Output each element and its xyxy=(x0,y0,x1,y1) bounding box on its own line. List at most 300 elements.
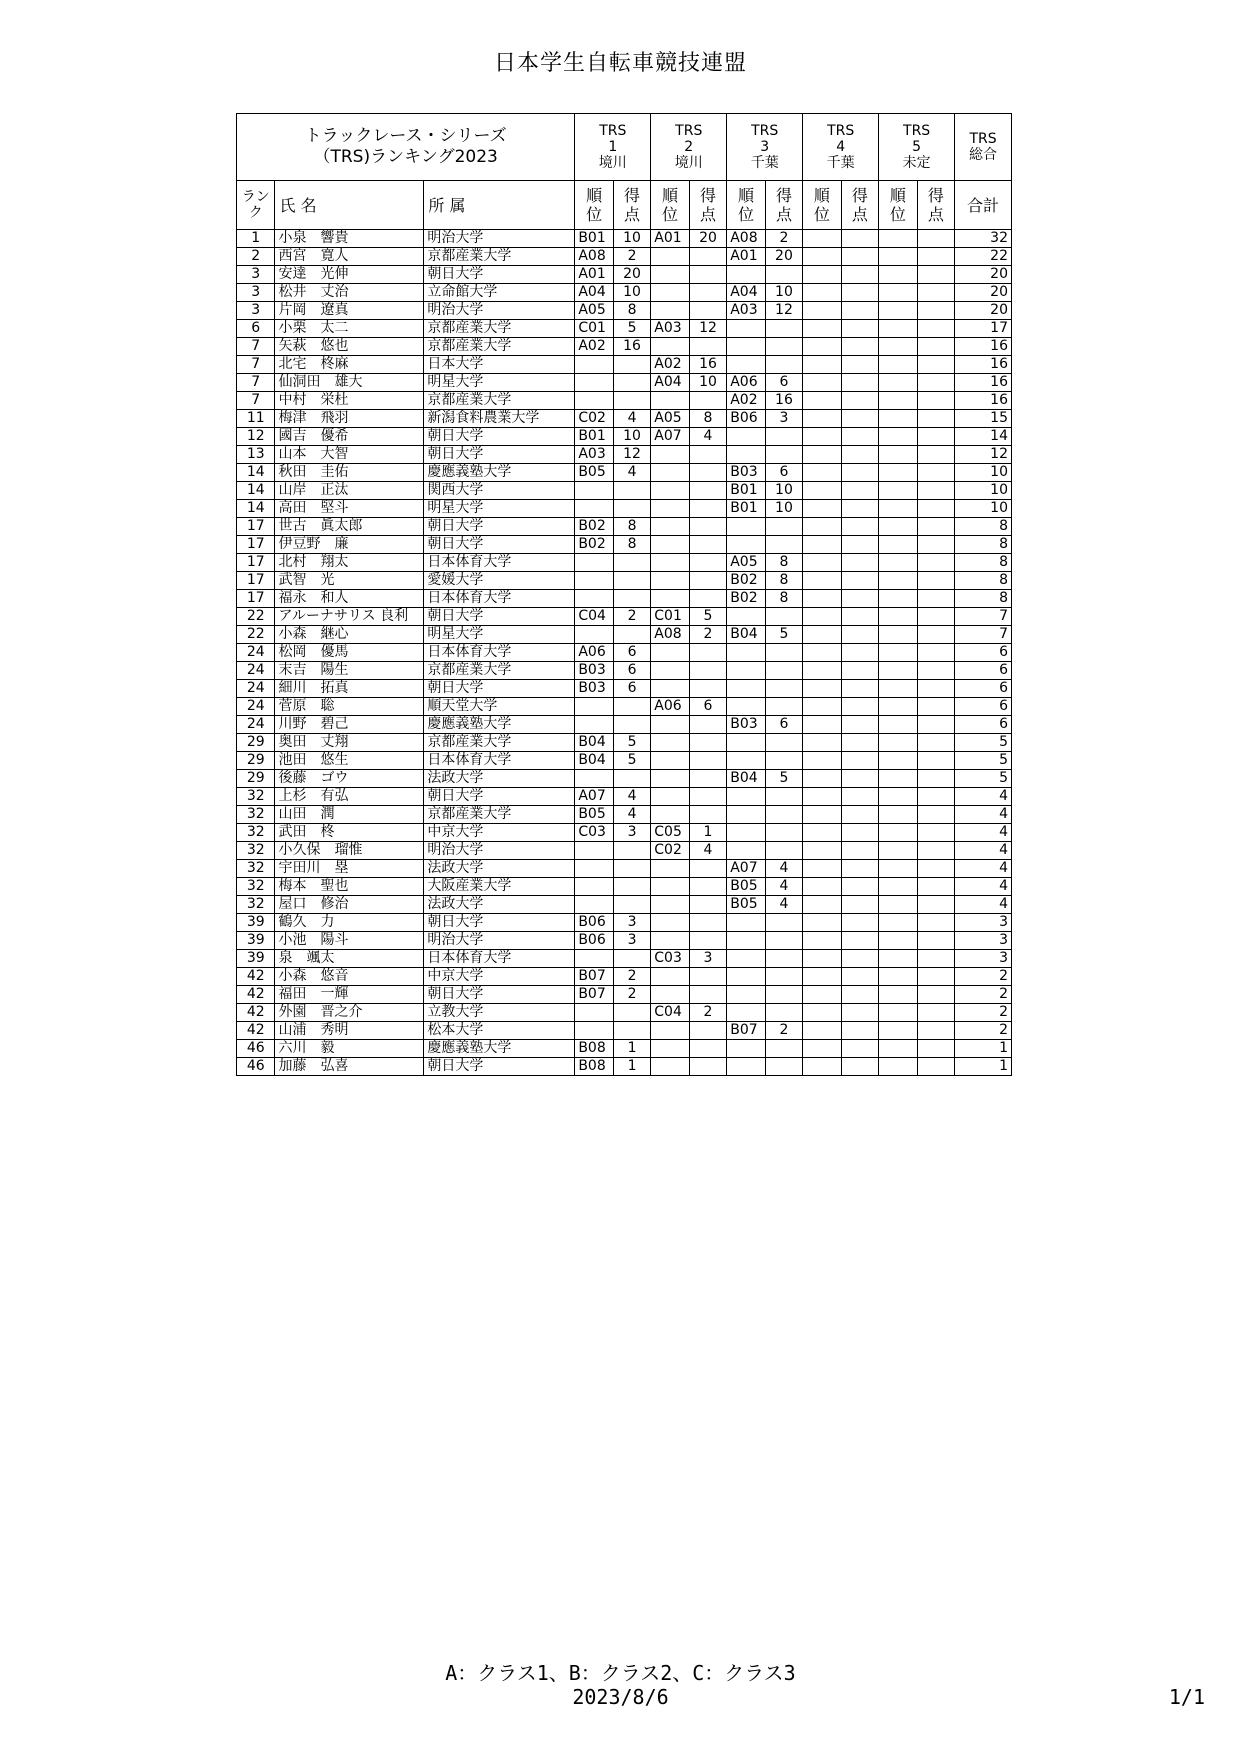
place-cell xyxy=(803,896,841,914)
total-cell: 6 xyxy=(955,680,1012,698)
points-cell: 10 xyxy=(689,374,726,392)
table-row xyxy=(237,410,1012,428)
affiliation-cell: 日本体育大学 xyxy=(424,950,575,968)
rank-cell: 29 xyxy=(237,752,275,770)
class-legend: A：クラス1、B：クラス2、C：クラス3 xyxy=(445,1661,796,1685)
points-cell xyxy=(841,608,878,626)
points-cell xyxy=(689,680,726,698)
points-cell xyxy=(841,734,878,752)
affiliation-cell: 朝日大学 xyxy=(424,914,575,932)
points-cell xyxy=(765,680,802,698)
affiliation-cell: 京都産業大学 xyxy=(424,806,575,824)
name-cell: 後藤 ゴウ xyxy=(275,770,424,788)
name-cell: 北村 翔太 xyxy=(275,554,424,572)
table-row xyxy=(237,428,1012,446)
affiliation-cell: 慶應義塾大学 xyxy=(424,464,575,482)
points-cell xyxy=(689,752,726,770)
affiliation-cell: 大阪産業大学 xyxy=(424,878,575,896)
place-cell: A02 xyxy=(651,356,689,374)
place-cell xyxy=(575,572,613,590)
place-cell: A02 xyxy=(575,338,613,356)
place-cell: A04 xyxy=(575,284,613,302)
points-cell xyxy=(917,536,954,554)
place-cell xyxy=(803,590,841,608)
place-cell xyxy=(879,896,917,914)
place-cell xyxy=(803,338,841,356)
points-cell xyxy=(613,374,650,392)
name-cell: 小池 陽斗 xyxy=(275,932,424,950)
event-header-5 xyxy=(879,114,955,181)
table-row xyxy=(237,644,1012,662)
name-cell: 仙洞田 雄大 xyxy=(275,374,424,392)
place-cell xyxy=(803,878,841,896)
points-cell xyxy=(841,356,878,374)
col-affil-header: 所 属 xyxy=(424,181,575,230)
event-header-2 xyxy=(651,114,727,181)
place-cell: B07 xyxy=(575,986,613,1004)
points-cell: 5 xyxy=(765,770,802,788)
affiliation-cell: 慶應義塾大学 xyxy=(424,1040,575,1058)
points-cell xyxy=(841,662,878,680)
place-cell: B08 xyxy=(575,1040,613,1058)
place-cell: A03 xyxy=(651,320,689,338)
rank-cell: 24 xyxy=(237,716,275,734)
place-cell xyxy=(651,590,689,608)
place-cell xyxy=(575,392,613,410)
points-cell xyxy=(841,536,878,554)
rank-cell: 32 xyxy=(237,806,275,824)
place-cell: A08 xyxy=(651,626,689,644)
total-cell: 3 xyxy=(955,932,1012,950)
points-cell: 2 xyxy=(765,1022,802,1040)
points-cell: 2 xyxy=(689,626,726,644)
place-cell xyxy=(651,500,689,518)
points-cell xyxy=(841,482,878,500)
table-row xyxy=(237,230,1012,248)
place-cell: B05 xyxy=(727,878,765,896)
points-cell xyxy=(689,788,726,806)
col-points-header: 得点 xyxy=(689,181,726,230)
affiliation-cell: 京都産業大学 xyxy=(424,392,575,410)
total-header xyxy=(955,114,1012,181)
place-cell: B07 xyxy=(727,1022,765,1040)
affiliation-cell: 明星大学 xyxy=(424,626,575,644)
page-title: 日本学生自転車競技連盟 xyxy=(493,51,747,76)
rank-cell: 22 xyxy=(237,626,275,644)
points-cell xyxy=(689,860,726,878)
affiliation-cell: 法政大学 xyxy=(424,896,575,914)
place-cell xyxy=(651,518,689,536)
rank-cell: 24 xyxy=(237,662,275,680)
place-cell xyxy=(803,824,841,842)
ranking-body xyxy=(237,230,1012,1076)
table-row xyxy=(237,950,1012,968)
points-cell xyxy=(689,986,726,1004)
points-cell xyxy=(689,284,726,302)
points-cell xyxy=(841,338,878,356)
points-cell xyxy=(917,554,954,572)
total-cell: 16 xyxy=(955,374,1012,392)
place-cell xyxy=(575,878,613,896)
col-points-header: 得点 xyxy=(917,181,954,230)
points-cell: 6 xyxy=(613,644,650,662)
points-cell xyxy=(689,266,726,284)
place-cell xyxy=(727,986,765,1004)
place-cell xyxy=(727,536,765,554)
place-cell xyxy=(803,356,841,374)
place-cell xyxy=(727,662,765,680)
points-cell: 3 xyxy=(613,824,650,842)
points-cell xyxy=(841,698,878,716)
place-cell xyxy=(803,644,841,662)
points-cell xyxy=(689,536,726,554)
total-cell: 2 xyxy=(955,986,1012,1004)
name-cell: 片岡 遼真 xyxy=(275,302,424,320)
col-place-header: 順位 xyxy=(803,181,841,230)
points-cell xyxy=(613,626,650,644)
total-cell: 10 xyxy=(955,482,1012,500)
col-sum-header: 合計 xyxy=(955,181,1012,230)
points-cell xyxy=(841,284,878,302)
total-cell: 4 xyxy=(955,824,1012,842)
points-cell xyxy=(765,320,802,338)
place-cell xyxy=(651,338,689,356)
rank-cell: 14 xyxy=(237,500,275,518)
total-cell: 1 xyxy=(955,1040,1012,1058)
place-cell xyxy=(879,536,917,554)
points-cell xyxy=(613,356,650,374)
points-cell xyxy=(765,734,802,752)
points-cell xyxy=(765,824,802,842)
total-cell: 20 xyxy=(955,284,1012,302)
place-cell: A08 xyxy=(575,248,613,266)
total-cell: 4 xyxy=(955,842,1012,860)
name-cell: 小泉 響貴 xyxy=(275,230,424,248)
points-cell xyxy=(689,716,726,734)
place-cell xyxy=(575,626,613,644)
place-cell xyxy=(575,698,613,716)
table-row xyxy=(237,986,1012,1004)
place-cell xyxy=(727,842,765,860)
place-cell: A01 xyxy=(575,266,613,284)
name-cell: 小森 悠音 xyxy=(275,968,424,986)
place-cell: C04 xyxy=(575,608,613,626)
total-cell: 2 xyxy=(955,1004,1012,1022)
points-cell xyxy=(765,608,802,626)
points-cell: 6 xyxy=(689,698,726,716)
rank-cell: 3 xyxy=(237,302,275,320)
points-cell: 10 xyxy=(765,284,802,302)
total-cell: 10 xyxy=(955,464,1012,482)
points-cell xyxy=(917,482,954,500)
points-cell xyxy=(765,752,802,770)
name-cell: 西宮 寛人 xyxy=(275,248,424,266)
points-cell: 4 xyxy=(689,842,726,860)
place-cell xyxy=(727,734,765,752)
place-cell xyxy=(803,230,841,248)
rank-cell: 22 xyxy=(237,608,275,626)
rank-cell: 13 xyxy=(237,446,275,464)
table-row xyxy=(237,392,1012,410)
table-row xyxy=(237,1040,1012,1058)
event-venue: 千葉 xyxy=(750,155,779,171)
affiliation-cell: 朝日大学 xyxy=(424,518,575,536)
place-cell xyxy=(651,1040,689,1058)
total-cell: 4 xyxy=(955,896,1012,914)
points-cell xyxy=(917,446,954,464)
points-cell xyxy=(613,878,650,896)
rank-cell: 39 xyxy=(237,932,275,950)
name-cell: 北宅 柊麻 xyxy=(275,356,424,374)
points-cell: 4 xyxy=(689,428,726,446)
place-cell xyxy=(879,464,917,482)
place-cell: C05 xyxy=(651,824,689,842)
points-cell xyxy=(917,500,954,518)
place-cell: B01 xyxy=(727,482,765,500)
points-cell xyxy=(841,842,878,860)
place-cell: B03 xyxy=(727,464,765,482)
place-cell: B05 xyxy=(727,896,765,914)
report-date: 2023/8/6 xyxy=(572,1685,669,1709)
table-row xyxy=(237,500,1012,518)
event-header-1 xyxy=(575,114,651,181)
total-cell: 8 xyxy=(955,572,1012,590)
table-row xyxy=(237,284,1012,302)
total-cell: 4 xyxy=(955,806,1012,824)
place-cell xyxy=(803,1040,841,1058)
place-cell xyxy=(879,482,917,500)
points-cell xyxy=(689,464,726,482)
points-cell: 8 xyxy=(765,572,802,590)
place-cell xyxy=(879,302,917,320)
place-cell xyxy=(727,1058,765,1076)
total-cell: 15 xyxy=(955,410,1012,428)
place-cell xyxy=(803,410,841,428)
place-cell xyxy=(575,860,613,878)
name-cell: 六川 毅 xyxy=(275,1040,424,1058)
points-cell: 2 xyxy=(613,968,650,986)
place-cell: A07 xyxy=(575,788,613,806)
rank-cell: 29 xyxy=(237,734,275,752)
place-cell xyxy=(879,770,917,788)
total-cell: 3 xyxy=(955,914,1012,932)
affiliation-cell: 日本体育大学 xyxy=(424,590,575,608)
points-cell xyxy=(689,896,726,914)
name-cell: 梅本 聖也 xyxy=(275,878,424,896)
points-cell: 20 xyxy=(689,230,726,248)
total-cell: 4 xyxy=(955,860,1012,878)
place-cell xyxy=(651,860,689,878)
event-number: 4 xyxy=(836,139,846,155)
points-cell: 6 xyxy=(613,662,650,680)
points-cell xyxy=(841,896,878,914)
name-cell: 世古 眞太郎 xyxy=(275,518,424,536)
points-cell xyxy=(765,1004,802,1022)
place-cell: B03 xyxy=(575,662,613,680)
place-cell: C03 xyxy=(651,950,689,968)
table-row xyxy=(237,806,1012,824)
place-cell xyxy=(879,446,917,464)
event-label: TRS xyxy=(827,123,855,139)
points-cell: 8 xyxy=(689,410,726,428)
rank-cell: 2 xyxy=(237,248,275,266)
col-points-header: 得点 xyxy=(841,181,878,230)
series-name-line1: トラックレース・シリーズ xyxy=(304,126,507,146)
table-row xyxy=(237,446,1012,464)
total-cell: 14 xyxy=(955,428,1012,446)
points-cell: 3 xyxy=(765,410,802,428)
place-cell xyxy=(727,824,765,842)
points-cell xyxy=(841,1058,878,1076)
place-cell xyxy=(727,914,765,932)
table-row xyxy=(237,1022,1012,1040)
points-cell xyxy=(841,752,878,770)
place-cell: A07 xyxy=(727,860,765,878)
place-cell: B01 xyxy=(575,230,613,248)
event-number: 1 xyxy=(608,139,618,155)
place-cell xyxy=(803,482,841,500)
total-cell: 2 xyxy=(955,968,1012,986)
place-cell xyxy=(879,320,917,338)
rank-cell: 32 xyxy=(237,896,275,914)
points-cell xyxy=(765,968,802,986)
points-cell xyxy=(917,284,954,302)
place-cell xyxy=(803,950,841,968)
total-cell: 20 xyxy=(955,266,1012,284)
points-cell: 16 xyxy=(689,356,726,374)
table-row xyxy=(237,716,1012,734)
place-cell: A05 xyxy=(651,410,689,428)
place-cell xyxy=(803,572,841,590)
affiliation-cell: 朝日大学 xyxy=(424,266,575,284)
points-cell xyxy=(917,410,954,428)
place-cell xyxy=(879,806,917,824)
name-cell: 宇田川 塁 xyxy=(275,860,424,878)
place-cell xyxy=(803,788,841,806)
rank-cell: 32 xyxy=(237,824,275,842)
points-cell: 8 xyxy=(613,302,650,320)
event-label: TRS xyxy=(751,123,779,139)
place-cell xyxy=(879,662,917,680)
name-cell: 安達 光伸 xyxy=(275,266,424,284)
place-cell xyxy=(803,626,841,644)
table-row xyxy=(237,266,1012,284)
place-cell: A02 xyxy=(727,392,765,410)
name-cell: 菅原 聡 xyxy=(275,698,424,716)
place-cell xyxy=(727,752,765,770)
total-cell: 6 xyxy=(955,644,1012,662)
table-row xyxy=(237,572,1012,590)
table-row xyxy=(237,626,1012,644)
points-cell: 4 xyxy=(765,878,802,896)
affiliation-cell: 中京大学 xyxy=(424,968,575,986)
name-cell: 鶴久 力 xyxy=(275,914,424,932)
points-cell xyxy=(613,896,650,914)
total-cell: 10 xyxy=(955,500,1012,518)
place-cell xyxy=(651,806,689,824)
place-cell xyxy=(879,572,917,590)
table-row xyxy=(237,788,1012,806)
name-cell: 松井 丈治 xyxy=(275,284,424,302)
points-cell: 4 xyxy=(613,788,650,806)
points-cell xyxy=(917,734,954,752)
points-cell xyxy=(765,446,802,464)
points-cell xyxy=(689,878,726,896)
place-cell: B05 xyxy=(575,464,613,482)
points-cell: 1 xyxy=(613,1058,650,1076)
place-cell xyxy=(879,644,917,662)
total-cell: 1 xyxy=(955,1058,1012,1076)
points-cell xyxy=(613,392,650,410)
rank-cell: 14 xyxy=(237,482,275,500)
points-cell xyxy=(765,986,802,1004)
event-venue: 境川 xyxy=(598,155,627,171)
affiliation-cell: 日本体育大学 xyxy=(424,554,575,572)
affiliation-cell: 明治大学 xyxy=(424,302,575,320)
rank-cell: 32 xyxy=(237,842,275,860)
place-cell xyxy=(879,860,917,878)
points-cell: 2 xyxy=(613,986,650,1004)
place-cell: C03 xyxy=(575,824,613,842)
place-cell xyxy=(727,1040,765,1058)
place-cell xyxy=(879,914,917,932)
affiliation-cell: 朝日大学 xyxy=(424,788,575,806)
points-cell xyxy=(917,1058,954,1076)
place-cell xyxy=(727,356,765,374)
table-row xyxy=(237,698,1012,716)
event-label: TRS xyxy=(675,123,703,139)
rank-cell: 17 xyxy=(237,518,275,536)
place-cell: B02 xyxy=(575,518,613,536)
points-cell: 5 xyxy=(765,626,802,644)
place-cell: C02 xyxy=(651,842,689,860)
place-cell: A01 xyxy=(651,230,689,248)
points-cell xyxy=(765,788,802,806)
place-cell: B04 xyxy=(575,734,613,752)
points-cell xyxy=(689,770,726,788)
place-cell xyxy=(803,374,841,392)
points-cell xyxy=(613,554,650,572)
points-cell xyxy=(917,608,954,626)
place-cell xyxy=(575,950,613,968)
points-cell xyxy=(841,392,878,410)
total-cell: 7 xyxy=(955,626,1012,644)
place-cell xyxy=(803,860,841,878)
points-cell xyxy=(841,410,878,428)
table-row xyxy=(237,356,1012,374)
points-cell xyxy=(917,806,954,824)
points-cell: 2 xyxy=(765,230,802,248)
points-cell xyxy=(841,950,878,968)
rank-cell: 39 xyxy=(237,914,275,932)
points-cell xyxy=(917,788,954,806)
place-cell xyxy=(651,932,689,950)
points-cell xyxy=(841,320,878,338)
place-cell xyxy=(727,680,765,698)
name-cell: 武智 光 xyxy=(275,572,424,590)
points-cell: 4 xyxy=(613,410,650,428)
points-cell xyxy=(917,230,954,248)
name-cell: 山浦 秀明 xyxy=(275,1022,424,1040)
total-cell: 6 xyxy=(955,716,1012,734)
place-cell xyxy=(879,986,917,1004)
points-cell xyxy=(917,302,954,320)
name-cell: 屋口 修治 xyxy=(275,896,424,914)
points-cell: 8 xyxy=(765,590,802,608)
table-row xyxy=(237,770,1012,788)
series-name-cell xyxy=(237,114,575,181)
place-cell xyxy=(879,500,917,518)
